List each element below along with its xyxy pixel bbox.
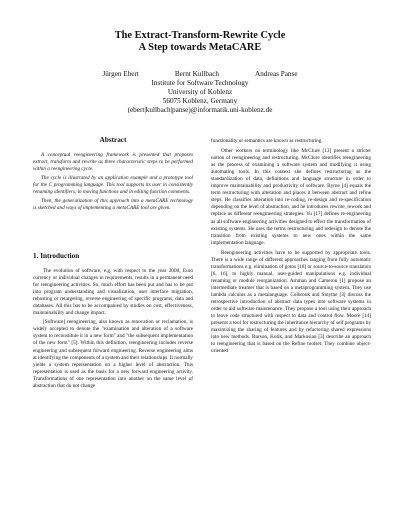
author-name: Bernt Kullbach: [174, 70, 219, 78]
abstract-paragraph: A conceptual reengineering framework is presented that proposes extract, transform and rewrite as three characteristic steps to be performed within a reengineering cycle.: [33, 152, 193, 173]
abstract-paragraph: The cycle is illustrated by an application example and a prototype tool for the C programming language. This tool supports its user in consistently renaming identifiers, in moving functions and in editing function comments.: [33, 175, 193, 196]
affiliation-institute: Institute for Software Technology: [151, 79, 249, 87]
introduction-body: [33, 268, 193, 392]
intro-paragraph: The evolution of software, e.g. with respect to the year 2000, Euro currency or individual changes in requirements, results in a permanent need for reengineering activities. So, much effort has been put and has to be put into program understanding and visualization, user interface migration, rehosting or retargeting, reverse engineering of specific programs, data and databases. All this has to be accompanied by studies on cost, effectiveness, maintainability and change impact.: [33, 268, 193, 317]
abstract-body: [33, 152, 193, 214]
right-column-paragraph: Reengineering activities have to be supported by appropriate tools. There is a wide range of different approaches ranging from fully automatic transformations e.g. elimination of gotos [18] or source-to-source translators [6, 16], to highly manual, user-guided manipulations e.g. individual renaming or module reorganization. Arnman and Cameron [1] propose an intermediate treamer that is based on a metaprogramming system. They use lambda calculus as a metalanguage. Colbrook and Smythe [3] discuss the retrospective introduction of abstract data types into software systems in order to aid software maintenance. They propose a tool using their approach to leave code structured with respect to data and control flow. Moore [14] presents a tool for restructuring the inheritance hierarchy of self programs by maximizing the sharing of features and by refactoring shared expressions into new methods. Burson, Kotik, and Markosian [3] describe an approach to reengineering that is based on the Refine toolset. They combine object-oriented: [211, 249, 371, 355]
intro-paragraph: [Software] reengineering, also known as renovation or reclamation, is widely accepted to denote the "examination and alteration of a software system to reconstitute it in a new form" and "the subsequent implementation of the new form" [5]. Within this definition, reengineering includes reverse engineering and subsequent forward engineering. Reverse engineering aims at identifying the components of a system and their relationships. It normally yields a system representation on a higher level of abstraction. This representation is used as the basis for a new forward engineering activity. Transformations of one representation into another on the same level of abstraction that do not change: [33, 319, 193, 389]
right-column-paragraph: Other workers on terminology like McClure [13] present a stricter notion of reengineering and restructuring. McClure identifies reengineering as the process of examining a software system and modifying it using automating tools. In this context she defines restructuring as the standardization of data, definitions and language structure in order to improve maintainability and productivity of software. Byrne [4] equals the term restructuring with alteration and places it between abstract and refine steps. He classifies alteration into re-coding, re-design and re-specification depending on the level of abstraction, and he introduces rewrite, rework and replace as different reengineering strategies. Yu [17] defines re-engineering as all software engineering activities designed to effect the transformation of existing systems. He uses the terms restructuring and redesign to denote the transition from existing systems to new ones within the same implementation language.: [211, 148, 371, 246]
author-name: Andreas Panse: [255, 70, 298, 78]
paper-title-line1: The Extract-Transform-Rewrite Cycle: [114, 30, 286, 41]
affiliation-university: University of Koblenz: [167, 88, 233, 96]
abstract-heading: Abstract: [99, 136, 127, 144]
right-column-paragraph: functionality or semantics are known as restructuring.: [211, 138, 323, 144]
author-block: [0, 70, 400, 115]
right-column: [211, 138, 371, 358]
affiliation-address: 56075 Koblenz, Germany: [162, 97, 238, 105]
author-email: (ebert|kullbach|panse)@informatik.uni-koblenz.de: [127, 106, 273, 114]
author-names: [0, 70, 400, 79]
paper-title-line2: A Step towards MetaCARE: [138, 42, 262, 53]
section-heading-introduction: 1. Introduction: [33, 252, 80, 260]
author-name: Jürgen Ebert: [102, 70, 139, 78]
abstract-paragraph: Then, the generalization of this approach into a metaCARE technology is sketched and ways of implementing a metaCARE tool are given.: [33, 198, 193, 212]
